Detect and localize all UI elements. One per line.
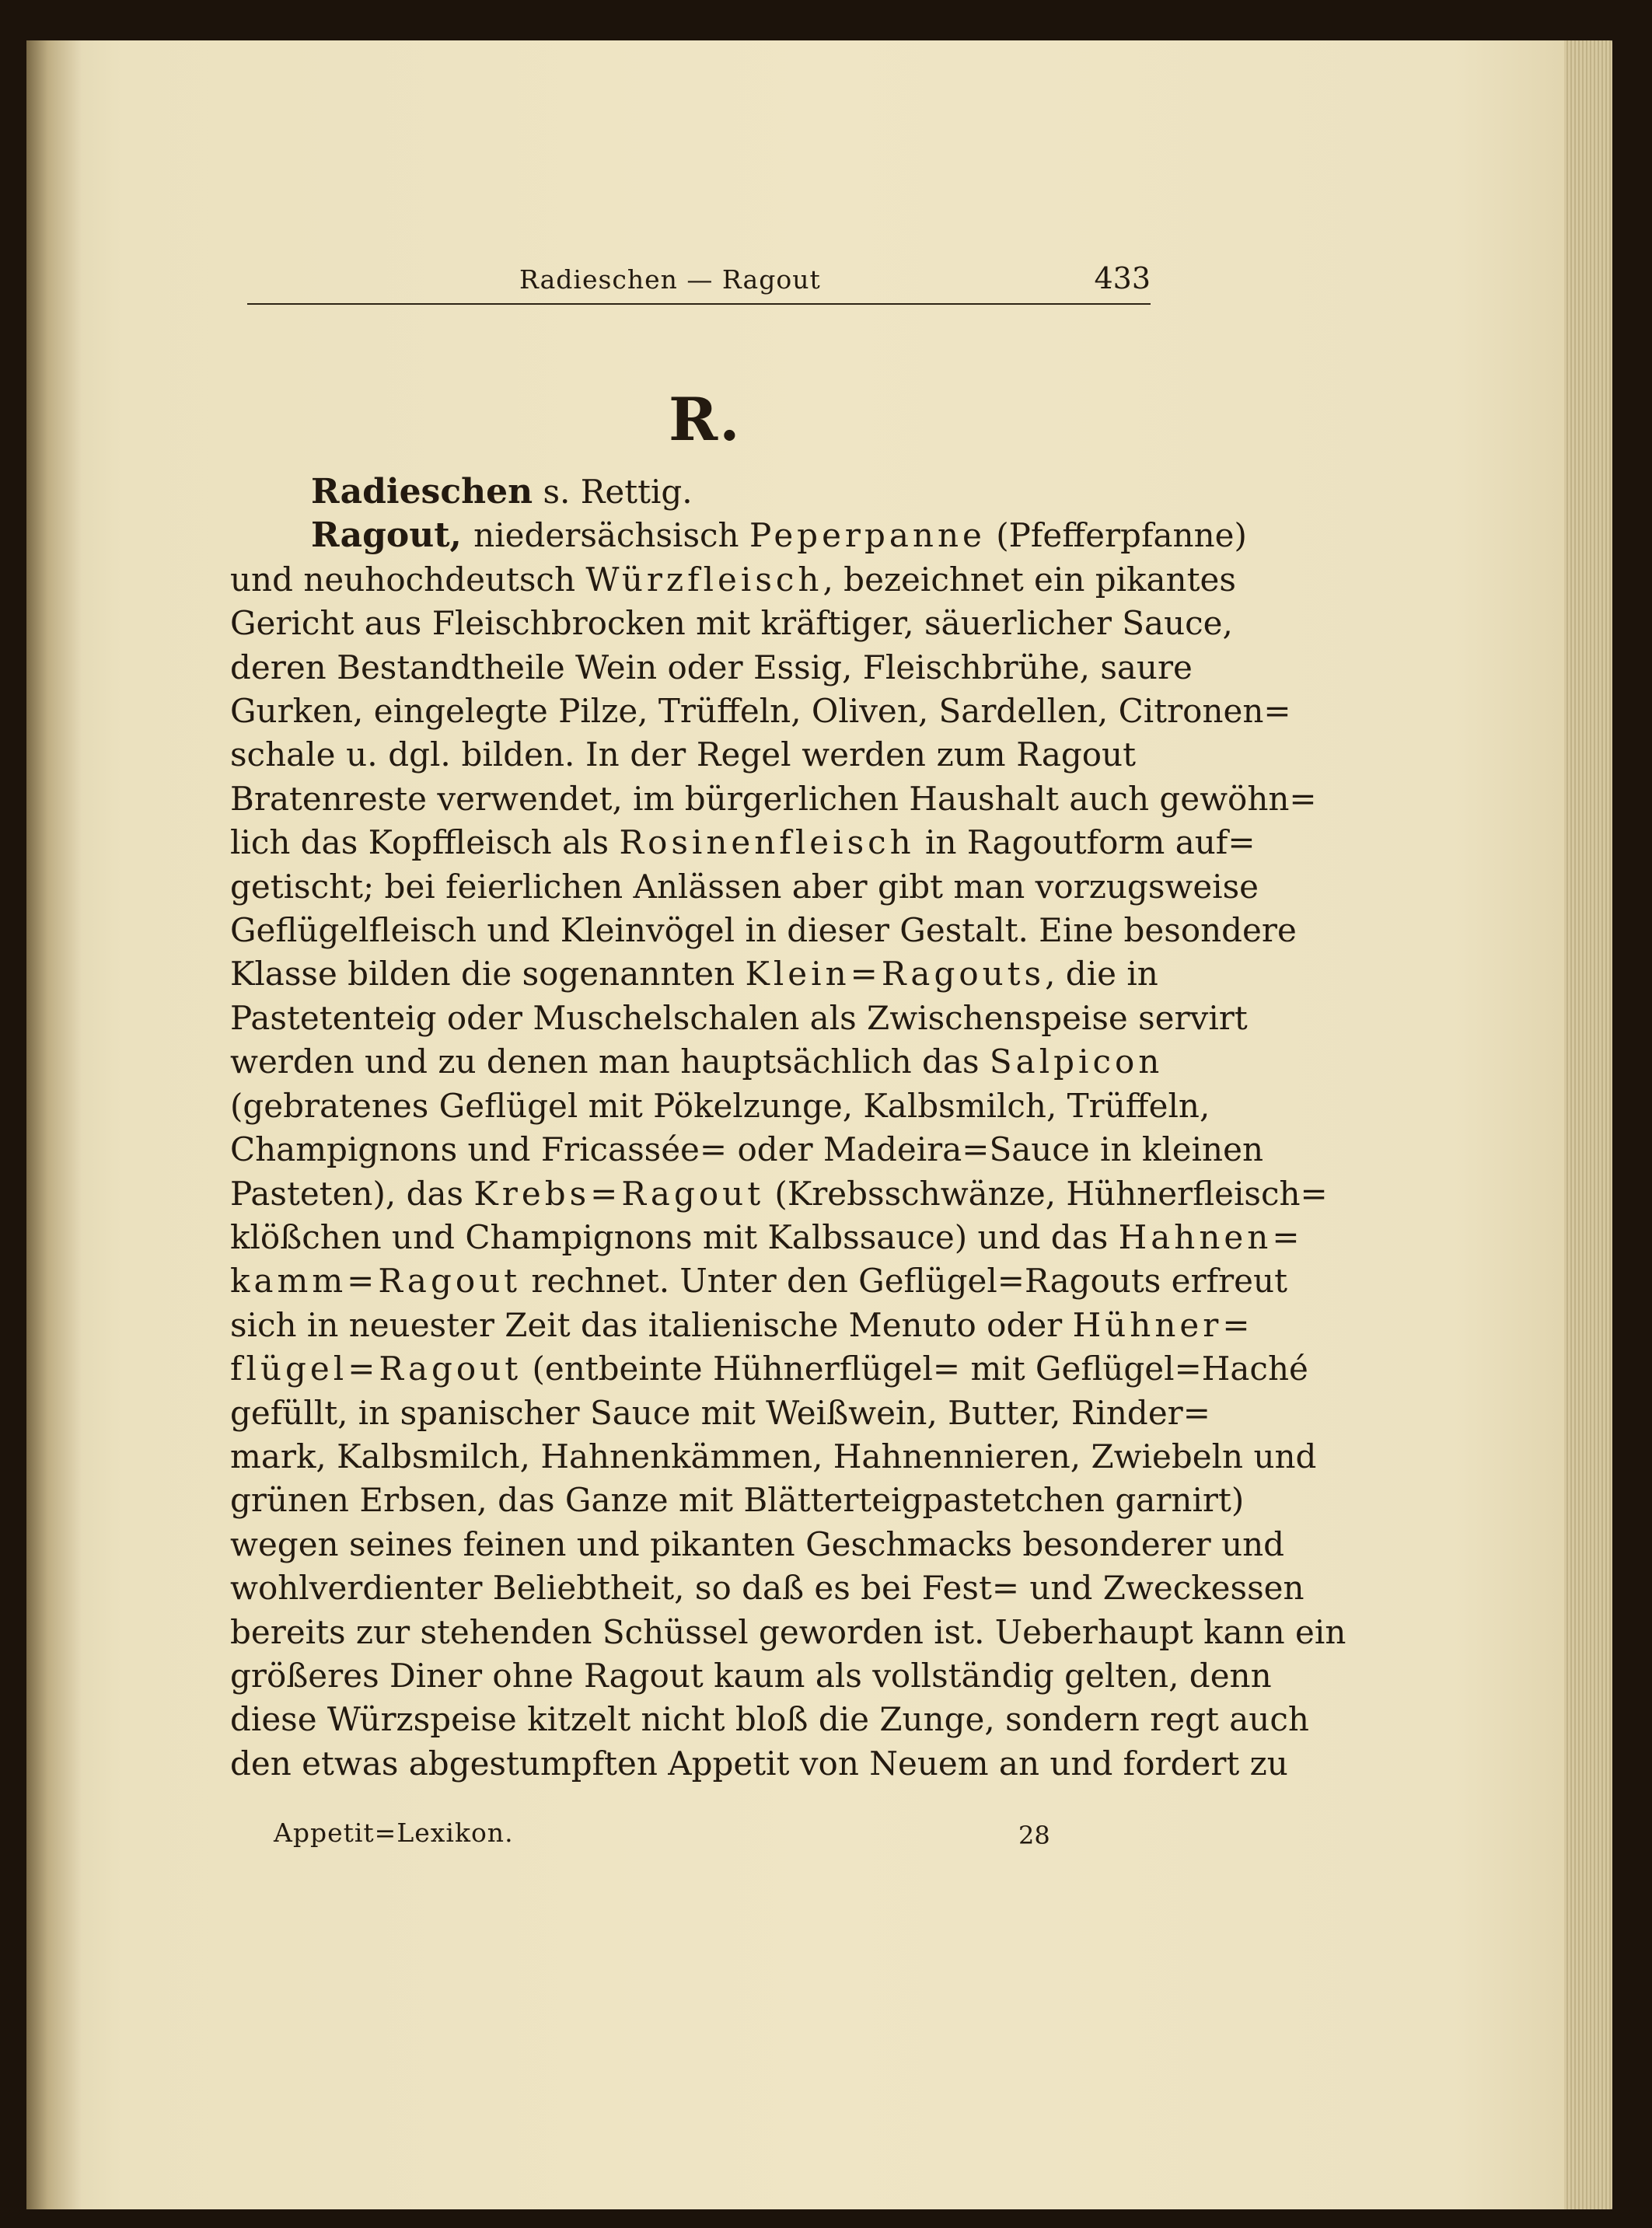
running-title: Radieschen — Ragout — [519, 264, 821, 295]
spaced-term: Salpicon — [989, 1042, 1164, 1081]
line-text: diese Würzspeise kitzelt nicht bloß die Zunge, sondern regt auch — [230, 1700, 1309, 1739]
text-line — [230, 1523, 1285, 1566]
line-text: getischt; bei feierlichen Anlässen aber gibt man vorzugsweise — [230, 867, 1259, 906]
entry-text — [230, 470, 1346, 1786]
text-line — [230, 558, 1236, 602]
spaced-term: Hahnen= — [1118, 1217, 1304, 1256]
spaced-term: Hühner= — [1072, 1305, 1254, 1344]
line-text: wegen seines feinen und pikanten Geschmacks besonderer und — [230, 1524, 1285, 1563]
section-letter: R. — [669, 385, 742, 454]
text-line — [230, 1216, 1304, 1259]
spaced-term: Krebs=Ragout — [473, 1174, 765, 1213]
line-text: bereits zur stehenden Schüssel geworden ist. Ueberhaupt kann ein — [230, 1612, 1346, 1651]
spaced-term: flügel=Ragout — [230, 1350, 522, 1388]
text-line — [230, 1566, 1304, 1610]
line-text: (Pfefferpfanne) — [985, 516, 1247, 555]
line-text: wohlverdienter Beliebtheit, so daß es bei Fest= und Zweckessen — [230, 1569, 1304, 1608]
spaced-term: Rosinenfleisch — [619, 823, 915, 862]
line-text: Pastetenteig oder Muschelschalen als Zwischenspeise servirt — [230, 998, 1248, 1037]
line-text: Champignons und Fricassée= oder Madeira=Sauce in kleinen — [230, 1130, 1263, 1169]
text-line — [230, 1392, 1210, 1435]
line-text: gefüllt, in spanischer Sauce mit Weißwein, Butter, Rinder= — [230, 1393, 1210, 1432]
text-line — [230, 602, 1233, 645]
line-text: und neuhochdeutsch — [230, 560, 586, 599]
line-text: Pasteten), das — [230, 1174, 474, 1213]
entry-body: s. Rettig. — [543, 473, 693, 511]
line-text: werden und zu denen man hauptsächlich das — [230, 1042, 990, 1081]
line-text: Gurken, eingelegte Pilze, Trüffeln, Oliven, Sardellen, Citronen= — [230, 692, 1291, 731]
headword: Ragout, — [311, 515, 474, 556]
text-line — [230, 777, 1317, 821]
text-line — [230, 690, 1291, 733]
line-text: klößchen und Champignons mit Kalbssauce) und das — [230, 1217, 1119, 1256]
text-line — [230, 733, 1136, 777]
text-line — [230, 1347, 1308, 1391]
text-line — [230, 646, 1193, 690]
signature-mark: Appetit=Lexikon. — [274, 1818, 514, 1848]
text-line — [230, 821, 1256, 864]
line-text: lich das Kopffleisch als — [230, 823, 620, 862]
text-line — [230, 1172, 1328, 1216]
line-text: rechnet. Unter den Geflügel=Ragouts erfreut — [521, 1262, 1287, 1301]
text-line — [230, 997, 1248, 1040]
line-text: Klasse bilden die sogenannten — [230, 955, 746, 994]
text-line — [230, 1435, 1317, 1479]
line-text: (gebratenes Geflügel mit Pökelzunge, Kalbsmilch, Trüffeln, — [230, 1086, 1210, 1125]
line-text: schale u. dgl. bilden. In der Regel werden zum Ragout — [230, 735, 1136, 774]
line-text: größeres Diner ohne Ragout kaum als vollständig gelten, denn — [230, 1656, 1272, 1695]
line-text: mark, Kalbsmilch, Hahnenkämmen, Hahnennieren, Zwiebeln und — [230, 1437, 1317, 1475]
line-text: in Ragoutform auf= — [914, 823, 1256, 862]
line-text: (entbeinte Hühnerflügel= mit Geflügel=Haché — [522, 1350, 1308, 1388]
entry-ragout — [230, 514, 1346, 1786]
page-edges — [1564, 40, 1612, 2209]
sheet-number: 28 — [1018, 1821, 1050, 1850]
line-text: , bezeichnet ein pikantes — [823, 560, 1236, 599]
line-text: grünen Erbsen, das Ganze mit Blätterteigpastetchen garnirt) — [230, 1481, 1245, 1520]
text-line — [230, 909, 1297, 952]
line-text: Geflügelfleisch und Kleinvögel in dieser Gestalt. Eine besondere — [230, 911, 1297, 950]
spaced-term: Klein=Ragouts — [745, 955, 1046, 994]
spaced-term: kamm=Ragout — [230, 1262, 522, 1301]
line-text: Bratenreste verwendet, im bürgerlichen Haushalt auch gewöhn= — [230, 779, 1317, 818]
text-line — [230, 1654, 1272, 1698]
text-line — [230, 1698, 1309, 1741]
line-text: Gericht aus Fleischbrocken mit kräftiger, säuerlicher Sauce, — [230, 604, 1233, 643]
line-text: , die in — [1045, 955, 1158, 994]
text-line — [230, 1040, 1164, 1084]
binding-gutter — [26, 40, 81, 2209]
text-line — [230, 1742, 1288, 1786]
text-line — [230, 1084, 1210, 1128]
text-line — [230, 865, 1259, 909]
line-text: den etwas abgestumpften Appetit von Neuem an und fordert zu — [230, 1744, 1288, 1783]
headword: Radieschen — [311, 472, 533, 512]
text-line — [230, 1611, 1346, 1654]
line-text: deren Bestandtheile Wein oder Essig, Fleischbrühe, saure — [230, 648, 1193, 686]
line-text: niedersächsisch — [473, 516, 749, 555]
spaced-term: Würzfleisch — [585, 560, 823, 599]
entry-radieschen — [230, 470, 1136, 514]
text-line — [230, 1479, 1245, 1522]
line-text: sich in neuester Zeit das italienische Menuto oder — [230, 1305, 1073, 1344]
text-line — [230, 1304, 1254, 1347]
running-header — [247, 257, 1151, 305]
text-line — [230, 1128, 1263, 1172]
text-line — [230, 952, 1158, 996]
text-line — [230, 514, 1247, 557]
line-text: (Krebsschwänze, Hühnerfleisch= — [764, 1174, 1328, 1213]
spaced-term: Peperpanne — [749, 516, 986, 555]
text-line — [230, 1259, 1287, 1303]
page-number: 433 — [1094, 261, 1151, 295]
